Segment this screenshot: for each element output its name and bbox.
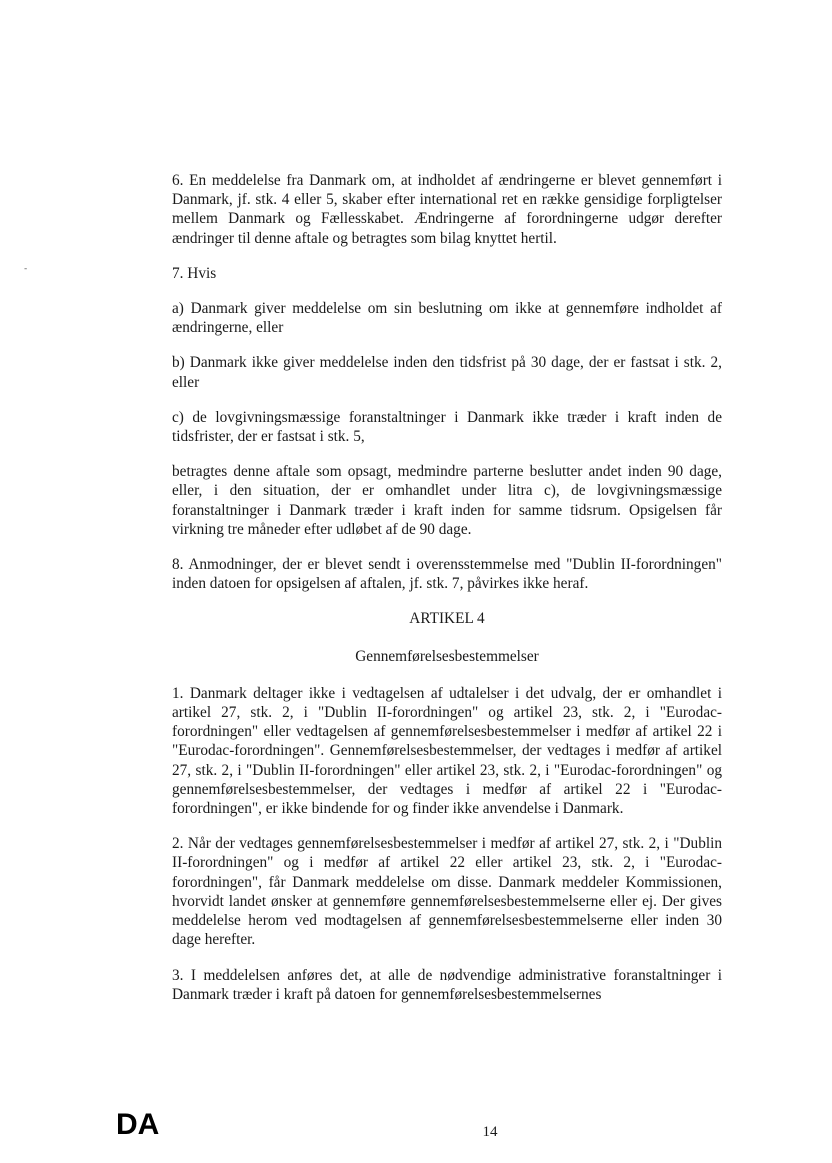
- language-code: DA: [116, 1108, 160, 1141]
- paragraph-7: 7. Hvis: [172, 264, 217, 282]
- document-body: [172, 171, 722, 1020]
- article-paragraph-3: 3. I meddelelsen anføres det, at alle de nødvendige administrative foranstaltninger i Danmark træder i kraft på datoen for gennemførelsesbestemmelsernes: [172, 966, 722, 1003]
- article-title: Gennemførelsesbestemmelser: [355, 647, 539, 665]
- paragraph-6: 6. En meddelelse fra Danmark om, at indholdet af ændringerne er blevet gennemført i Danmark, jf. stk. 4 eller 5, skaber efter international ret en række gensidige forpligtelser mellem Danmark og Fællesskabet. Ændringerne af forordningerne udgør derefter ændringer til denne aftale og betragtes som bilag knyttet hertil.: [172, 172, 722, 247]
- paragraph-7a: a) Danmark giver meddelelse om sin beslutning om ikke at gennemføre indholdet af ændringerne, eller: [172, 300, 722, 337]
- paragraph-7b: b) Danmark ikke giver meddelelse inden den tidsfrist på 30 dage, der er fastsat i stk. 2, eller: [172, 354, 722, 391]
- paragraph-7-conclusion: betragtes denne aftale som opsagt, medmindre parterne beslutter andet inden 90 dage, eller, i den situation, der er omhandlet under litra c), de lovgivningsmæssige foranstaltninger i Danmark træder i kraft inden for samme tidsrum. Opsigelsen får virkning tre måneder efter udløbet af de 90 dage.: [172, 463, 722, 538]
- page-number: 14: [482, 1124, 498, 1140]
- margin-mark: -: [24, 264, 28, 274]
- paragraph-7c: c) de lovgivningsmæssige foranstaltninger i Danmark ikke træder i kraft inden de tidsfrister, der er fastsat i stk. 5,: [172, 408, 722, 446]
- article-paragraph-2: 2. Når der vedtages gennemførelsesbestemmelser i medfør af artikel 27, stk. 2, i "Dublin II-forordningen" og i medfør af artikel 22 eller artikel 23, stk. 2, i "Eurodac-forordningen", får Danmark meddelelse om disse. Danmark meddeler Kommissionen, hvorvidt landet ønsker at gennemføre gennemførelsesbestemmelserne eller ej. Der gives meddelelse herom ved modtagelsen af gennemførelsesbestemmelserne eller inden 30 dage herefter.: [172, 835, 722, 949]
- paragraph-8: 8. Anmodninger, der er blevet sendt i overensstemmelse med "Dublin II-forordningen" inden datoen for opsigelsen af aftalen, jf. stk. 7, påvirkes ikke heraf.: [172, 556, 722, 593]
- article-heading: ARTIKEL 4: [409, 610, 485, 628]
- article-paragraph-1: 1. Danmark deltager ikke i vedtagelsen af udtalelser i det udvalg, der er omhandlet i artikel 27, stk. 2, i "Dublin II-forordningen" og artikel 23, stk. 2, i "Eurodac-forordningen" eller vedtagelsen af gennemførelsesbestemmelser i medfør af artikel 22 i "Eurodac-forordningen". Gennemførelsesbestemmelser, der vedtages i medfør af artikel 27, stk. 2, i "Dublin II-forordningen" eller artikel 23, stk. 2, i "Eurodac-forordningen" og gennemførelsesbestemmelser, der vedtages i medfør af artikel 22 i "Eurodac-forordningen", er ikke bindende for og finder ikke anvendelse i Danmark.: [172, 684, 722, 818]
